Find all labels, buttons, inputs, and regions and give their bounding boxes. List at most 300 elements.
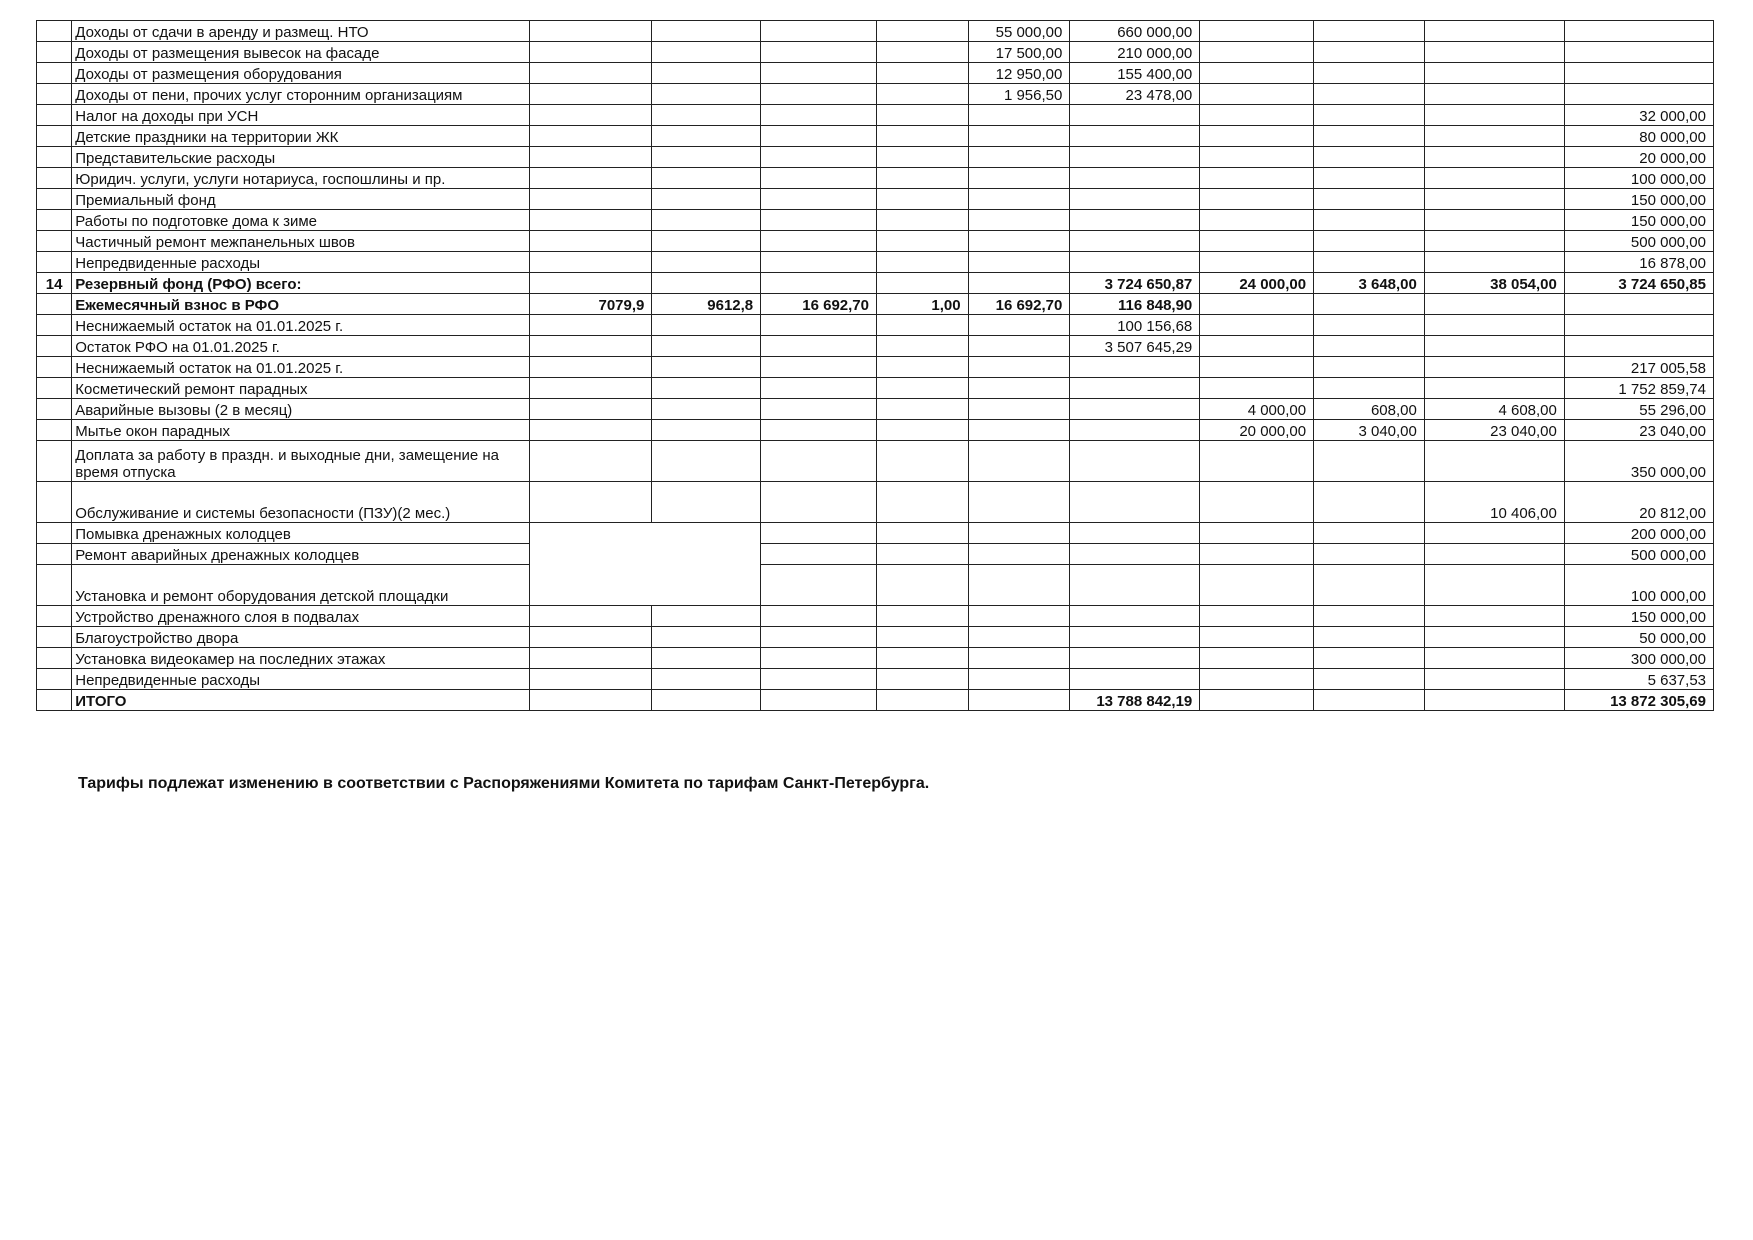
row-number <box>37 669 72 690</box>
cell-value <box>1200 544 1314 565</box>
row-label: Доходы от сдачи в аренду и размещ. НТО <box>72 21 529 42</box>
cell-value <box>1424 523 1564 544</box>
cell-value <box>1070 441 1200 482</box>
cell-value <box>1200 21 1314 42</box>
cell-value <box>529 420 652 441</box>
cell-value <box>968 105 1070 126</box>
cell-value <box>1314 168 1425 189</box>
row-number <box>37 523 72 544</box>
cell-value <box>1200 189 1314 210</box>
cell-value <box>1200 294 1314 315</box>
cell-value <box>1424 189 1564 210</box>
cell-value <box>1564 42 1713 63</box>
row-label: Обслуживание и системы безопасности (ПЗУ)(2 мес.) <box>72 482 529 523</box>
cell-value <box>1200 357 1314 378</box>
cell-value: 13 788 842,19 <box>1070 690 1200 711</box>
cell-value <box>652 63 761 84</box>
cell-value <box>529 84 652 105</box>
row-number: 14 <box>37 273 72 294</box>
row-number <box>37 126 72 147</box>
cell-value <box>1200 336 1314 357</box>
cell-value <box>876 357 968 378</box>
cell-value <box>652 399 761 420</box>
cell-value <box>529 482 652 523</box>
row-number <box>37 84 72 105</box>
cell-value <box>1070 357 1200 378</box>
cell-value <box>1314 336 1425 357</box>
cell-value: 7079,9 <box>529 294 652 315</box>
cell-value <box>1070 523 1200 544</box>
table-row <box>37 168 1714 189</box>
cell-value <box>652 189 761 210</box>
cell-value <box>968 147 1070 168</box>
cell-value: 3 507 645,29 <box>1070 336 1200 357</box>
row-number <box>37 315 72 336</box>
cell-value <box>968 231 1070 252</box>
cell-value <box>761 105 877 126</box>
cell-value <box>652 357 761 378</box>
cell-value: 150 000,00 <box>1564 606 1713 627</box>
table-row <box>37 21 1714 42</box>
cell-value <box>529 315 652 336</box>
table-row <box>37 84 1714 105</box>
cell-value <box>1070 252 1200 273</box>
cell-value <box>968 336 1070 357</box>
cell-value <box>1424 252 1564 273</box>
cell-value <box>761 544 877 565</box>
table-row <box>37 627 1714 648</box>
cell-value <box>652 669 761 690</box>
cell-value <box>1070 378 1200 399</box>
cell-value <box>1314 147 1425 168</box>
cell-value: 100 156,68 <box>1070 315 1200 336</box>
cell-value <box>652 42 761 63</box>
row-label: Резервный фонд (РФО) всего: <box>72 273 529 294</box>
cell-value <box>652 378 761 399</box>
cell-value <box>529 669 652 690</box>
cell-value <box>761 336 877 357</box>
cell-value <box>529 565 652 606</box>
cell-value: 3 040,00 <box>1314 420 1425 441</box>
cell-value <box>1564 84 1713 105</box>
cell-value <box>876 105 968 126</box>
cell-value <box>652 336 761 357</box>
cell-value: 217 005,58 <box>1564 357 1713 378</box>
table-row <box>37 315 1714 336</box>
cell-value: 500 000,00 <box>1564 544 1713 565</box>
row-number <box>37 147 72 168</box>
cell-value <box>876 252 968 273</box>
row-number <box>37 627 72 648</box>
table-row <box>37 378 1714 399</box>
cell-value <box>1564 336 1713 357</box>
cell-value <box>1200 606 1314 627</box>
cell-value <box>1314 606 1425 627</box>
cell-value <box>652 606 761 627</box>
cell-value <box>529 606 652 627</box>
cell-value: 116 848,90 <box>1070 294 1200 315</box>
cell-value <box>968 399 1070 420</box>
cell-value: 12 950,00 <box>968 63 1070 84</box>
cell-value <box>1564 21 1713 42</box>
cell-value <box>652 84 761 105</box>
cell-value <box>1200 378 1314 399</box>
table-row <box>37 231 1714 252</box>
cell-value <box>1424 63 1564 84</box>
cell-value <box>1314 63 1425 84</box>
cell-value <box>1200 63 1314 84</box>
cell-value <box>1314 21 1425 42</box>
cell-value: 5 637,53 <box>1564 669 1713 690</box>
cell-value <box>1070 168 1200 189</box>
cell-value <box>968 420 1070 441</box>
cell-value: 660 000,00 <box>1070 21 1200 42</box>
row-label: Установка видеокамер на последних этажах <box>72 648 529 669</box>
cell-value: 155 400,00 <box>1070 63 1200 84</box>
cell-value <box>1314 231 1425 252</box>
cell-value <box>761 210 877 231</box>
cell-value <box>1564 294 1713 315</box>
cell-value <box>529 336 652 357</box>
cell-value: 20 812,00 <box>1564 482 1713 523</box>
cell-value: 38 054,00 <box>1424 273 1564 294</box>
cell-value <box>1424 336 1564 357</box>
cell-value <box>761 168 877 189</box>
cell-value <box>1200 252 1314 273</box>
cell-value <box>968 648 1070 669</box>
cell-value <box>1424 627 1564 648</box>
cell-value <box>876 627 968 648</box>
cell-value <box>876 648 968 669</box>
cell-value <box>1070 606 1200 627</box>
cell-value <box>968 565 1070 606</box>
cell-value <box>1314 378 1425 399</box>
cell-value <box>1424 210 1564 231</box>
row-number <box>37 378 72 399</box>
cell-value <box>876 84 968 105</box>
cell-value <box>1314 648 1425 669</box>
cell-value <box>1424 357 1564 378</box>
cell-value <box>968 126 1070 147</box>
cell-value <box>1070 648 1200 669</box>
row-number <box>37 565 72 606</box>
cell-value: 9612,8 <box>652 294 761 315</box>
cell-value <box>968 273 1070 294</box>
cell-value: 20 000,00 <box>1200 420 1314 441</box>
cell-value <box>529 399 652 420</box>
row-number <box>37 168 72 189</box>
cell-value: 100 000,00 <box>1564 168 1713 189</box>
row-number <box>37 336 72 357</box>
cell-value <box>761 378 877 399</box>
row-label: Косметический ремонт парадных <box>72 378 529 399</box>
cell-value: 16 692,70 <box>968 294 1070 315</box>
table-row <box>37 210 1714 231</box>
cell-value <box>652 420 761 441</box>
cell-value <box>876 231 968 252</box>
table-row <box>37 669 1714 690</box>
cell-value <box>652 315 761 336</box>
cell-value <box>1314 523 1425 544</box>
table-row <box>37 273 1714 294</box>
cell-value <box>1070 420 1200 441</box>
cell-value <box>529 210 652 231</box>
cell-value <box>529 63 652 84</box>
table-row <box>37 482 1714 523</box>
cell-value <box>1070 565 1200 606</box>
cell-value <box>1200 231 1314 252</box>
cell-value <box>761 315 877 336</box>
table-row <box>37 189 1714 210</box>
cell-value <box>876 441 968 482</box>
cell-value: 210 000,00 <box>1070 42 1200 63</box>
cell-value <box>1424 565 1564 606</box>
cell-value <box>1070 147 1200 168</box>
cell-value <box>876 420 968 441</box>
cell-value: 4 000,00 <box>1200 399 1314 420</box>
row-number <box>37 252 72 273</box>
cell-value <box>968 252 1070 273</box>
cell-value: 23 040,00 <box>1424 420 1564 441</box>
cell-value <box>652 231 761 252</box>
table-row <box>37 294 1714 315</box>
cell-value <box>1200 690 1314 711</box>
cell-value <box>761 252 877 273</box>
cell-value <box>968 627 1070 648</box>
cell-value <box>652 126 761 147</box>
cell-value: 13 872 305,69 <box>1564 690 1713 711</box>
cell-value <box>761 147 877 168</box>
table-row <box>37 523 1714 544</box>
cell-value <box>652 544 761 565</box>
cell-value <box>529 378 652 399</box>
cell-value <box>1314 627 1425 648</box>
row-number <box>37 63 72 84</box>
cell-value <box>1314 105 1425 126</box>
cell-value <box>968 690 1070 711</box>
cell-value <box>968 606 1070 627</box>
row-number <box>37 294 72 315</box>
cell-value <box>1314 294 1425 315</box>
row-number <box>37 420 72 441</box>
cell-value <box>529 627 652 648</box>
row-number <box>37 42 72 63</box>
cell-value <box>1070 399 1200 420</box>
cell-value <box>968 441 1070 482</box>
cell-value <box>876 63 968 84</box>
cell-value <box>1314 42 1425 63</box>
cell-value <box>652 565 761 606</box>
cell-value <box>1314 126 1425 147</box>
cell-value <box>1424 42 1564 63</box>
cell-value: 32 000,00 <box>1564 105 1713 126</box>
cell-value <box>761 606 877 627</box>
cell-value <box>1200 441 1314 482</box>
table-row <box>37 42 1714 63</box>
cell-value <box>1424 378 1564 399</box>
cell-value <box>876 690 968 711</box>
cell-value: 3 724 650,85 <box>1564 273 1713 294</box>
row-label: Неснижаемый остаток на 01.01.2025 г. <box>72 315 529 336</box>
cell-value <box>761 189 877 210</box>
cell-value <box>761 21 877 42</box>
cell-value <box>876 565 968 606</box>
cell-value <box>761 63 877 84</box>
row-label: Неснижаемый остаток на 01.01.2025 г. <box>72 357 529 378</box>
cell-value <box>876 42 968 63</box>
table-row <box>37 420 1714 441</box>
cell-value: 1,00 <box>876 294 968 315</box>
cell-value <box>968 168 1070 189</box>
cell-value <box>652 441 761 482</box>
cell-value: 55 000,00 <box>968 21 1070 42</box>
cell-value <box>529 189 652 210</box>
cell-value <box>652 690 761 711</box>
cell-value <box>968 523 1070 544</box>
row-label: Ежемесячный взнос в РФО <box>72 294 529 315</box>
row-number <box>37 482 72 523</box>
table-row <box>37 441 1714 482</box>
cell-value <box>761 690 877 711</box>
cell-value <box>1200 147 1314 168</box>
cell-value <box>1314 441 1425 482</box>
row-label: Ремонт аварийных дренажных колодцев <box>72 544 529 565</box>
cell-value: 3 724 650,87 <box>1070 273 1200 294</box>
cell-value <box>1200 565 1314 606</box>
cell-value <box>1314 84 1425 105</box>
cell-value: 16 878,00 <box>1564 252 1713 273</box>
cell-value <box>876 399 968 420</box>
cell-value <box>968 189 1070 210</box>
table-row <box>37 565 1714 606</box>
row-number <box>37 690 72 711</box>
cell-value <box>1200 105 1314 126</box>
cell-value <box>1564 315 1713 336</box>
cell-value <box>1314 252 1425 273</box>
cell-value <box>1424 669 1564 690</box>
cell-value <box>1200 168 1314 189</box>
row-label: Непредвиденные расходы <box>72 669 529 690</box>
cell-value <box>1200 126 1314 147</box>
cell-value <box>876 669 968 690</box>
cell-value <box>876 168 968 189</box>
cell-value <box>876 147 968 168</box>
row-label: Мытье окон парадных <box>72 420 529 441</box>
cell-value: 3 648,00 <box>1314 273 1425 294</box>
row-label: Благоустройство двора <box>72 627 529 648</box>
budget-table <box>36 20 1714 711</box>
cell-value <box>876 189 968 210</box>
cell-value <box>1424 690 1564 711</box>
cell-value <box>761 627 877 648</box>
row-number <box>37 231 72 252</box>
cell-value <box>876 21 968 42</box>
row-label: Частичный ремонт межпанельных швов <box>72 231 529 252</box>
cell-value <box>968 378 1070 399</box>
cell-value <box>1070 126 1200 147</box>
cell-value: 80 000,00 <box>1564 126 1713 147</box>
row-number <box>37 399 72 420</box>
cell-value <box>1424 126 1564 147</box>
cell-value <box>761 482 877 523</box>
cell-value: 300 000,00 <box>1564 648 1713 669</box>
cell-value <box>529 42 652 63</box>
cell-value <box>1314 189 1425 210</box>
cell-value <box>529 126 652 147</box>
row-label: ИТОГО <box>72 690 529 711</box>
row-label: Установка и ремонт оборудования детской площадки <box>72 565 529 606</box>
table-row <box>37 399 1714 420</box>
row-label: Устройство дренажного слоя в подвалах <box>72 606 529 627</box>
cell-value <box>652 273 761 294</box>
cell-value <box>761 231 877 252</box>
cell-value <box>529 21 652 42</box>
row-number <box>37 105 72 126</box>
cell-value: 608,00 <box>1314 399 1425 420</box>
cell-value <box>1070 189 1200 210</box>
cell-value <box>876 544 968 565</box>
cell-value <box>1200 84 1314 105</box>
cell-value <box>1200 627 1314 648</box>
cell-value <box>529 357 652 378</box>
row-number <box>37 441 72 482</box>
cell-value <box>761 441 877 482</box>
cell-value <box>1200 210 1314 231</box>
cell-value: 4 608,00 <box>1424 399 1564 420</box>
cell-value <box>968 544 1070 565</box>
table-row <box>37 544 1714 565</box>
row-label: Премиальный фонд <box>72 189 529 210</box>
cell-value <box>529 147 652 168</box>
table-row <box>37 336 1714 357</box>
cell-value <box>1424 231 1564 252</box>
cell-value: 1 752 859,74 <box>1564 378 1713 399</box>
cell-value <box>1314 690 1425 711</box>
cell-value <box>876 482 968 523</box>
cell-value <box>761 273 877 294</box>
cell-value <box>1200 669 1314 690</box>
row-label: Непредвиденные расходы <box>72 252 529 273</box>
cell-value <box>1314 544 1425 565</box>
cell-value <box>876 210 968 231</box>
cell-value <box>1314 315 1425 336</box>
cell-value <box>1200 523 1314 544</box>
cell-value <box>652 210 761 231</box>
cell-value <box>1424 648 1564 669</box>
cell-value <box>761 669 877 690</box>
cell-value: 50 000,00 <box>1564 627 1713 648</box>
table-row <box>37 126 1714 147</box>
cell-value <box>1424 544 1564 565</box>
cell-value <box>529 273 652 294</box>
row-label: Детские праздники на территории ЖК <box>72 126 529 147</box>
cell-value: 16 692,70 <box>761 294 877 315</box>
table-row <box>37 63 1714 84</box>
cell-value: 350 000,00 <box>1564 441 1713 482</box>
cell-value <box>529 523 652 544</box>
cell-value <box>761 565 877 606</box>
row-label: Доходы от пени, прочих услуг сторонним организациям <box>72 84 529 105</box>
cell-value <box>1424 294 1564 315</box>
row-label: Доходы от размещения вывесок на фасаде <box>72 42 529 63</box>
cell-value <box>968 315 1070 336</box>
cell-value <box>968 482 1070 523</box>
cell-value: 100 000,00 <box>1564 565 1713 606</box>
table-row <box>37 690 1714 711</box>
cell-value <box>1314 669 1425 690</box>
cell-value <box>761 42 877 63</box>
cell-value <box>652 648 761 669</box>
